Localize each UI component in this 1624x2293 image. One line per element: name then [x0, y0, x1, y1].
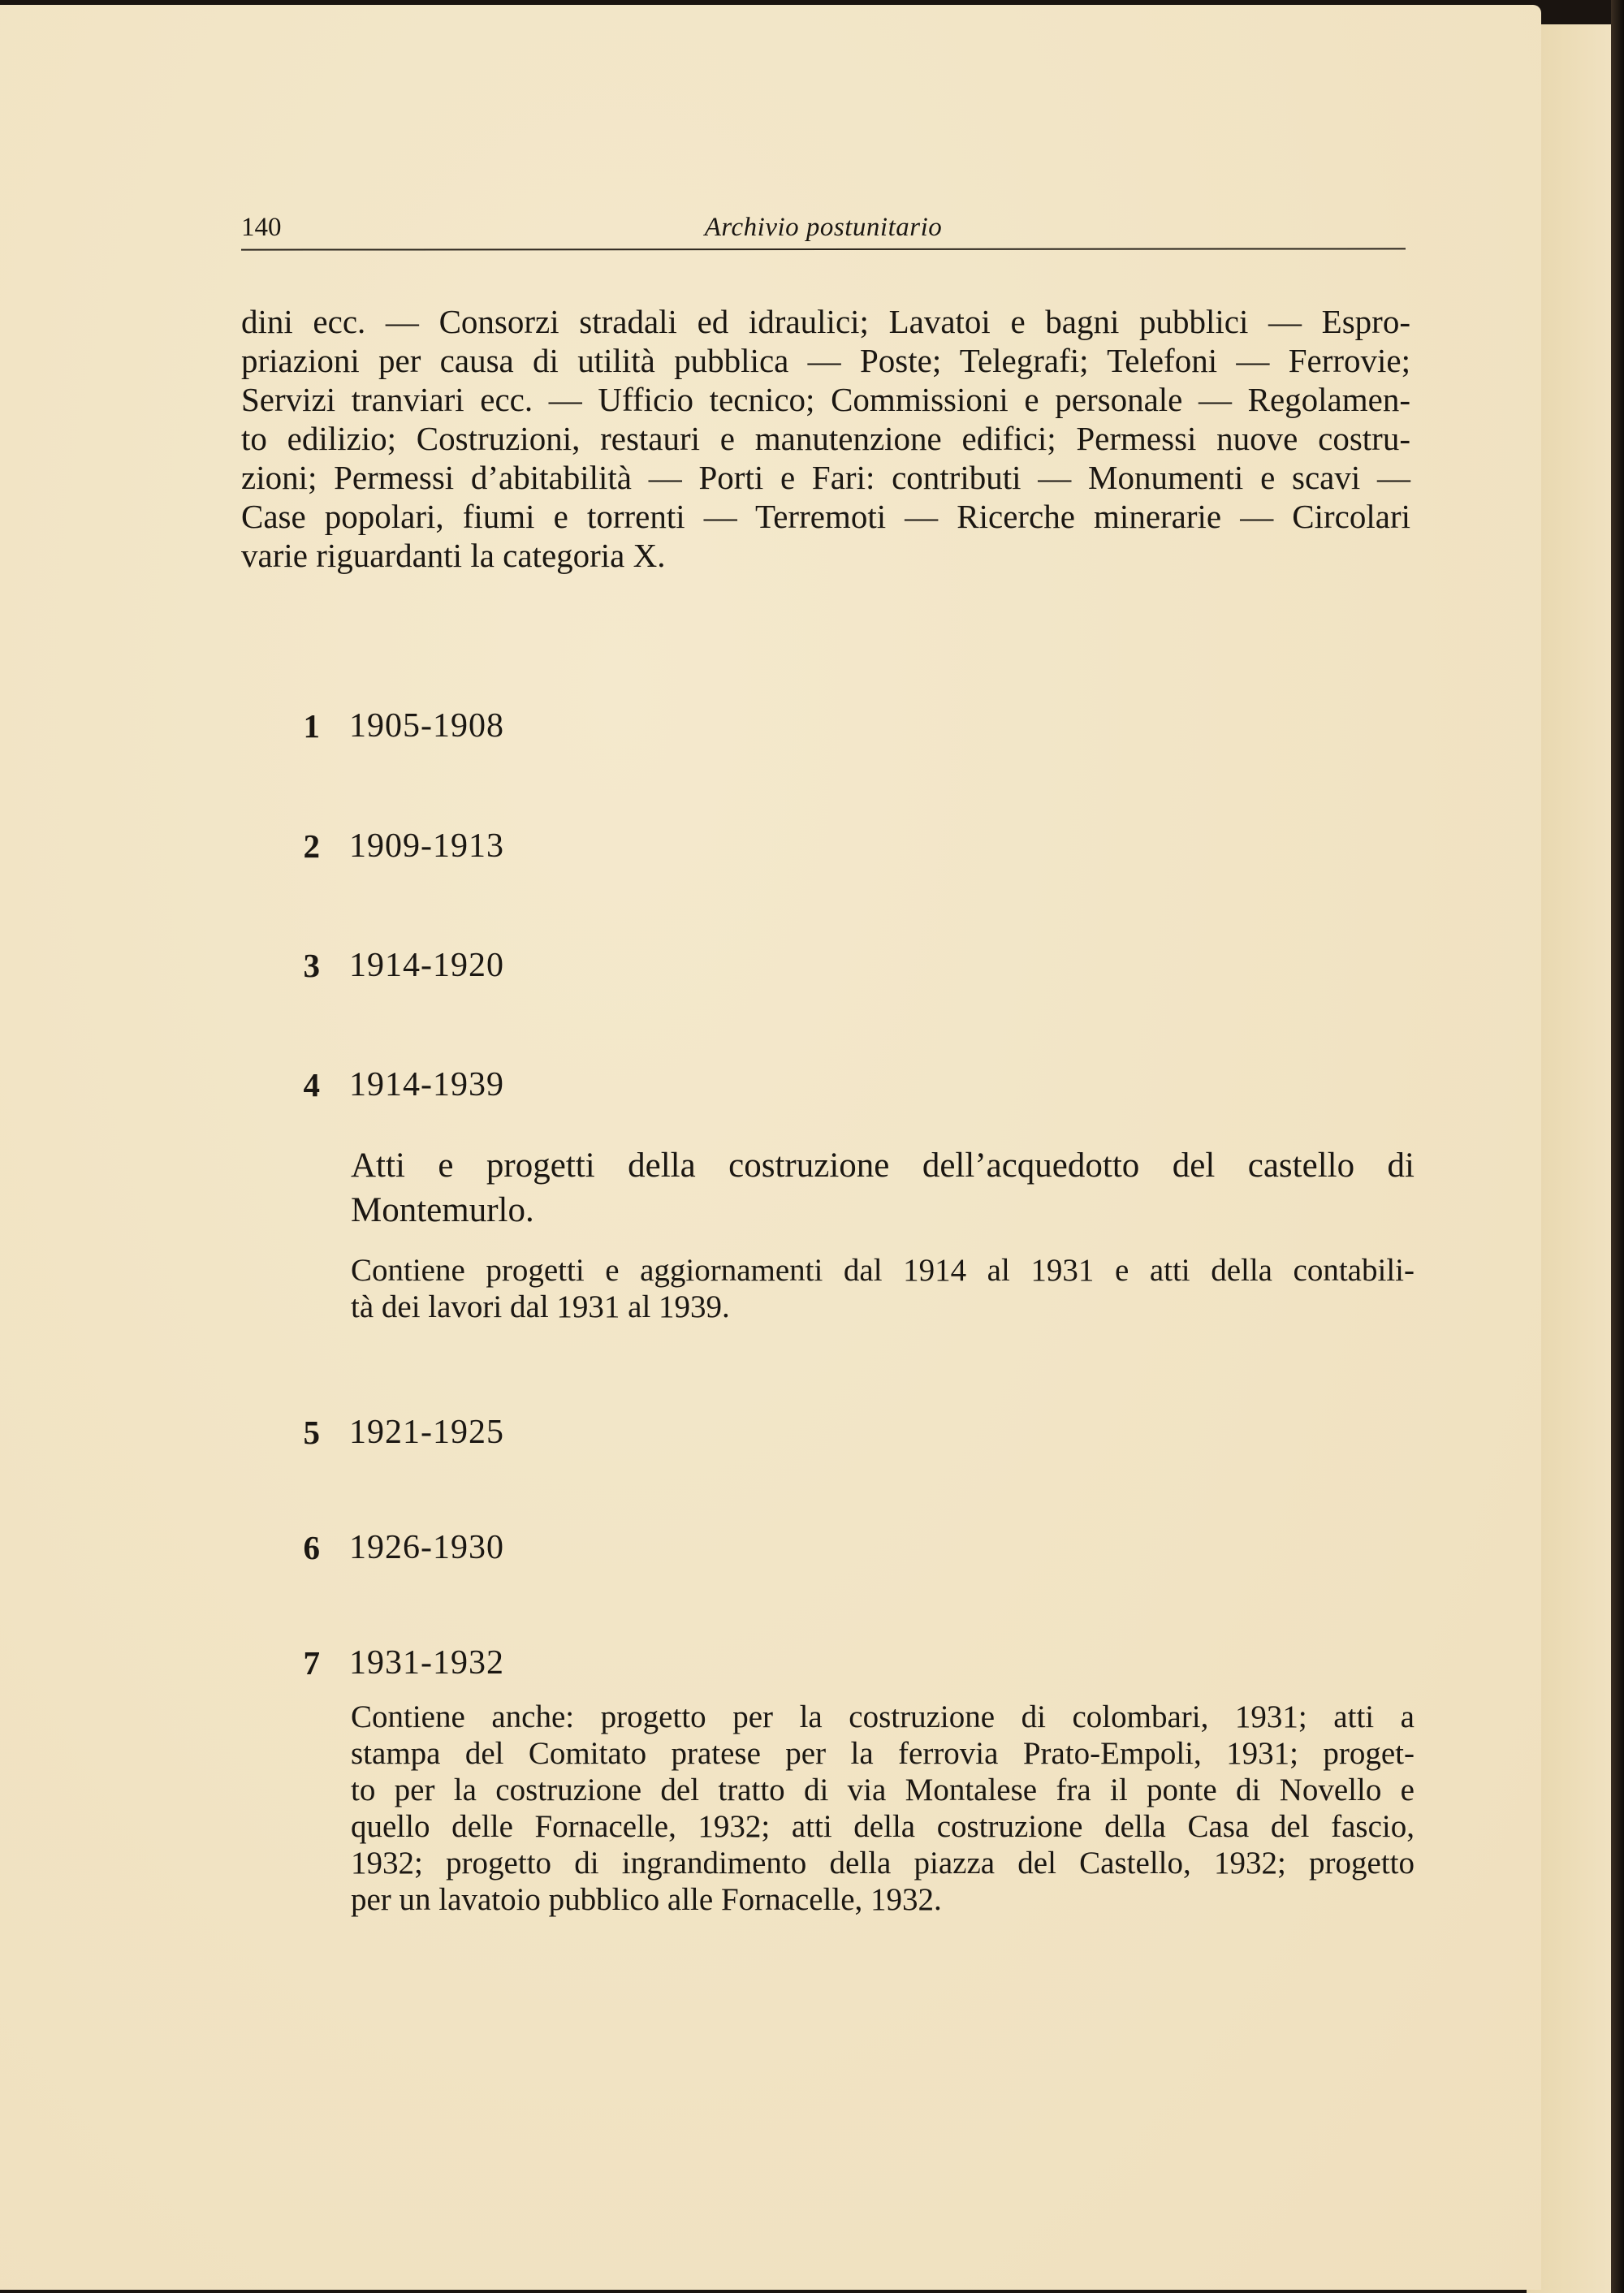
intro-line: zioni; Permessi d’abitabilità — Porti e Fari: contributi — Monumenti e scavi —	[241, 459, 1410, 496]
intro-line: priazioni per causa di utilità pubblica — Poste; Telegrafi; Telefoni — Ferrovie;	[241, 342, 1410, 379]
entry-note-line: to per la costruzione del tratto di via Montalese fra il ponte di Novello e	[351, 1773, 1415, 1807]
entry-note-line: 1932; progetto di ingrandimento della piazza del Castello, 1932; progetto	[351, 1846, 1415, 1881]
entry-number: 3	[303, 947, 320, 984]
entry-years: 1914-1920	[349, 947, 504, 984]
entry-years: 1914-1939	[349, 1066, 504, 1103]
entry-note	[351, 1699, 1415, 1918]
entry-note-line: per un lavatoio pubblico alle Fornacelle, 1932.	[351, 1882, 942, 1917]
entry-number: 4	[303, 1066, 320, 1103]
book-spine-shadow	[1611, 0, 1624, 2293]
entry-note-line: quello delle Fornacelle, 1932; atti della costruzione della Casa del fascio,	[351, 1809, 1415, 1844]
entry-note-line: stampa del Comitato pratese per la ferrovia Prato-Empoli, 1931; proget-	[351, 1736, 1415, 1771]
intro-paragraph	[241, 302, 1410, 575]
intro-line: to edilizio; Costruzioni, restauri e manutenzione edifici; Permessi nuove costru-	[241, 420, 1410, 457]
entry-title-line: Montemurlo.	[351, 1191, 534, 1229]
entry-note-line: Contiene anche: progetto per la costruzione di colombari, 1931; atti a	[351, 1699, 1415, 1734]
entry-note-line: Contiene progetti e aggiornamenti dal 1914 al 1931 e atti della contabili-	[351, 1253, 1415, 1288]
entry-number: 7	[303, 1644, 320, 1682]
running-title: Archivio postunitario	[704, 213, 943, 242]
entry-note-line: tà dei lavori dal 1931 al 1939.	[351, 1289, 730, 1324]
entry-years: 1921-1925	[349, 1414, 504, 1451]
entry-title	[351, 1143, 1415, 1233]
entry-number: 6	[303, 1529, 320, 1566]
entry-years: 1905-1908	[349, 707, 504, 745]
entry-years: 1909-1913	[349, 827, 504, 865]
entry-number: 2	[303, 827, 320, 865]
entry-title-line: Atti e progetti della costruzione dell’acquedotto del castello di	[351, 1146, 1415, 1185]
intro-line: Servizi tranviari ecc. — Ufficio tecnico; Commissioni e personale — Regolamen-	[241, 381, 1410, 418]
intro-line: varie riguardanti la categoria X.	[241, 537, 666, 574]
running-head	[241, 213, 1406, 253]
intro-line: Case popolari, fiumi e torrenti — Terremoti — Ricerche minerarie — Circolari	[241, 498, 1410, 535]
entry-note	[351, 1252, 1415, 1325]
entry-years: 1926-1930	[349, 1529, 504, 1566]
entry-years: 1931-1932	[349, 1644, 504, 1682]
next-page-edge	[1527, 24, 1624, 2293]
entry-number: 5	[303, 1414, 320, 1451]
page-number: 140	[241, 213, 282, 242]
entry-number: 1	[303, 707, 320, 745]
intro-line: dini ecc. — Consorzi stradali ed idraulici; Lavatoi e bagni pubblici — Espro-	[241, 303, 1410, 340]
